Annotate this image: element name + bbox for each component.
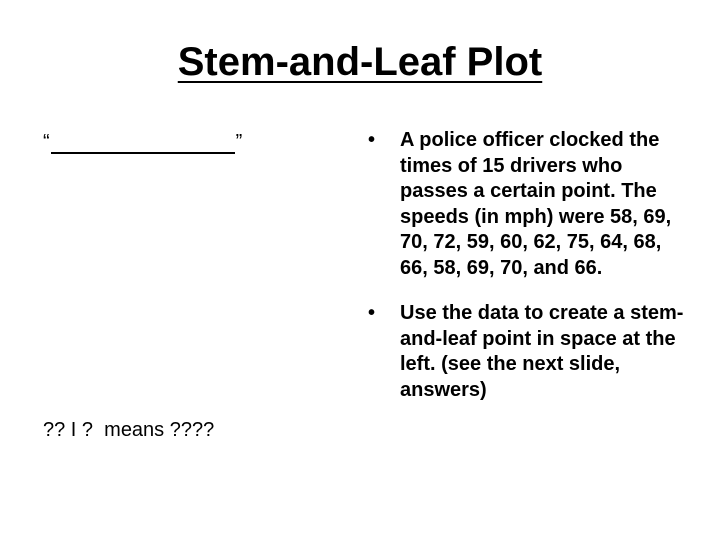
close-quote: ”	[235, 131, 243, 153]
slide-title-wrap	[0, 40, 720, 85]
bullet-text: Use the data to create a stem-and-leaf point in space at the left. (see the next slide, answers)	[400, 302, 684, 401]
bullet-text: A police officer clocked the times of 15 drivers who passes a certain point. The speeds (in mph) were 58, 69, 70, 72, 59, 60, 62, 75, 64, 68, 66, 58, 69, 70, and 66.	[400, 129, 672, 279]
bullet-item-problem	[368, 128, 688, 281]
open-quote: “	[43, 131, 50, 153]
slide-title: Stem-and-Leaf Plot	[177, 40, 543, 84]
blank-underline	[51, 126, 235, 154]
bullet-item-instruction	[368, 301, 688, 403]
blank-fill-line	[43, 126, 242, 154]
bullet-list	[368, 128, 688, 403]
bullet-icon: •	[368, 302, 376, 324]
bullet-icon: •	[368, 129, 376, 151]
stem-leaf-key: ?? I ? means ????	[43, 419, 215, 441]
